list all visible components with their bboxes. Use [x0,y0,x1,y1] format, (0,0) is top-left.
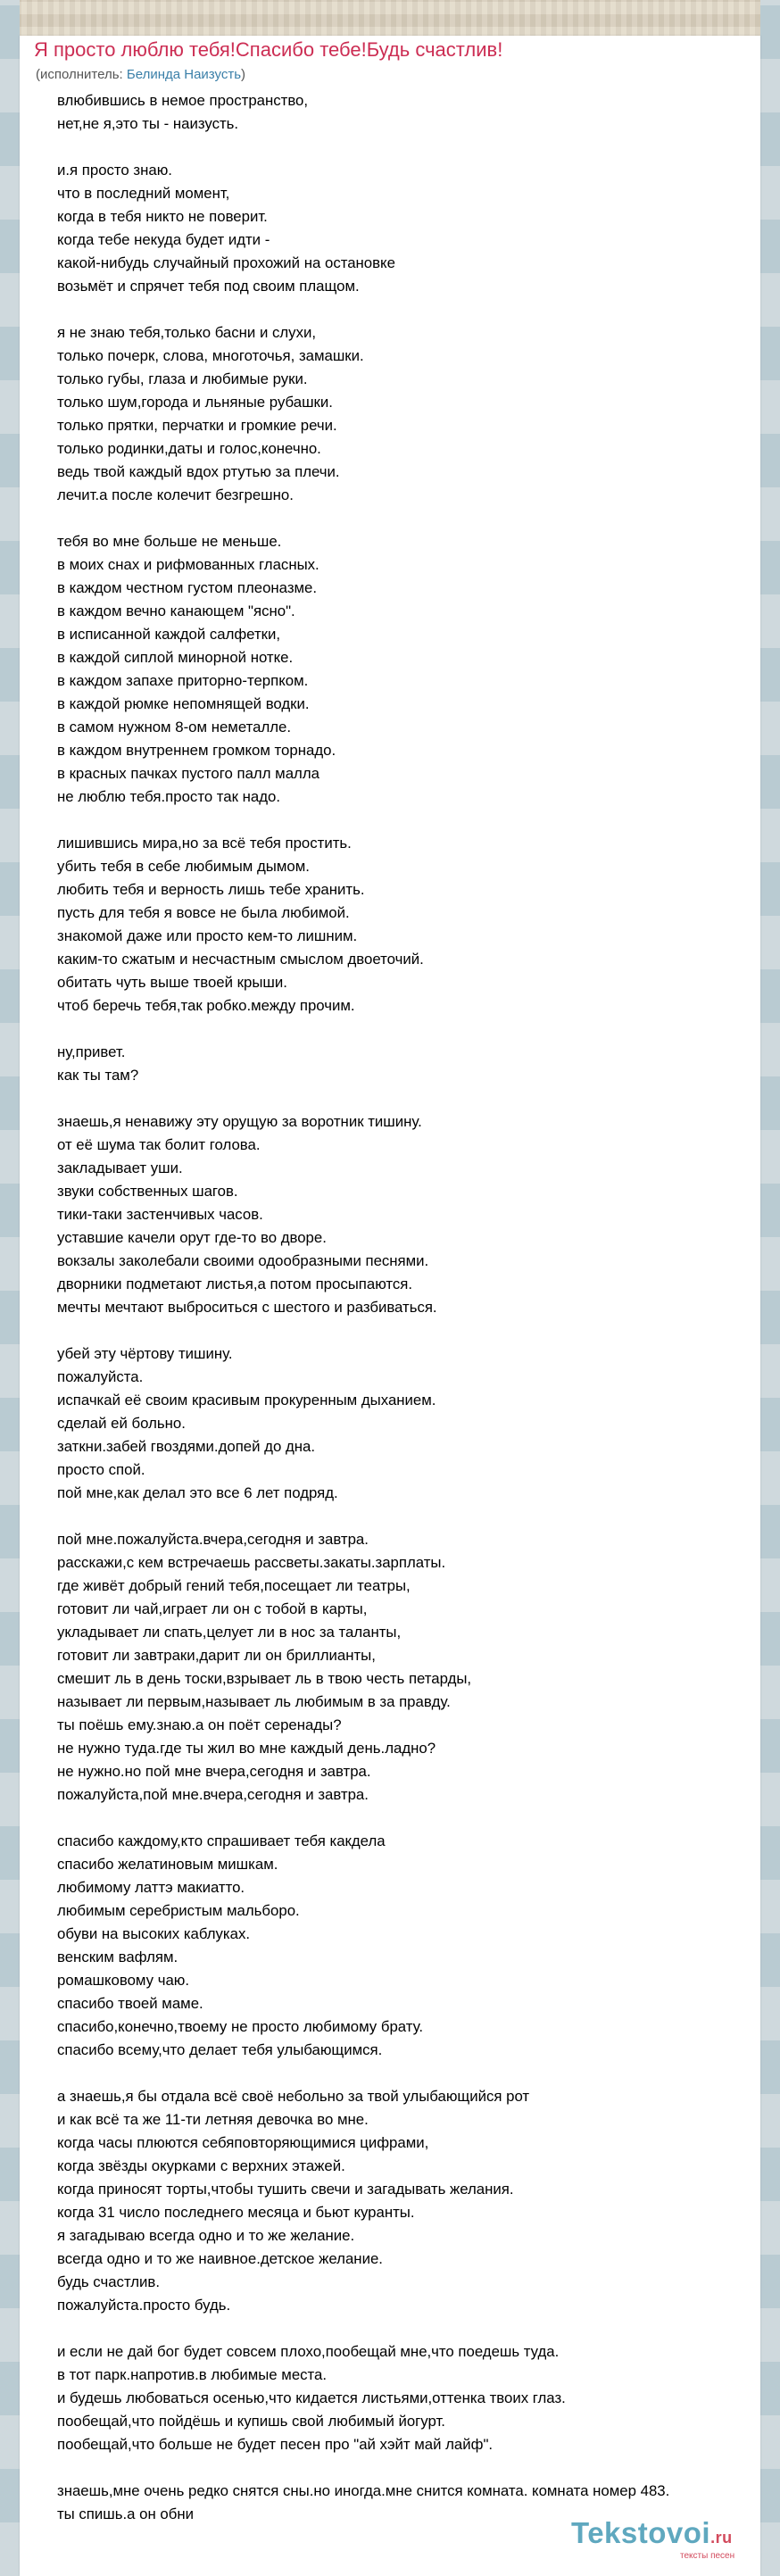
lyrics-line: венским вафлям. [57,1949,178,1965]
lyrics-line: когда звёзды окурками с верхних этажей. [57,2157,345,2174]
lyrics-line: в исписанной каждой салфетки, [57,626,281,643]
lyrics-line: пообещай,что пойдёшь и купишь свой любимый йогурт. [57,2413,445,2430]
lyrics-line: а знаешь,я бы отдала всё своё небольно за твой улыбающийся рот [57,2088,530,2105]
lyrics-line: знаешь,я ненавижу эту орущую за воротник тишину. [57,1113,422,1130]
lyrics-line: лечит.а после колечит безгрешно. [57,486,294,503]
byline [36,66,245,84]
lyrics-line: лишившись мира,но за всё тебя простить. [57,835,352,852]
lyrics-line: чтоб беречь тебя,так робко.между прочим. [57,997,355,1014]
lyrics-line: знакомой даже или просто кем-то лишним. [57,927,358,944]
lyrics-line: и как всё та же 11-ти летняя девочка во мне. [57,2111,369,2128]
lyrics-line: убить тебя в себе любимым дымом. [57,858,310,875]
lyrics-line: не нужно туда.где ты жил во мне каждый день.ладно? [57,1740,436,1757]
site-logo[interactable] [571,2517,733,2554]
lyrics-line: нет,не я,это ты - наизусть. [57,115,239,132]
lyrics-line: и будешь любоваться осенью,что кидается листьями,оттенка твоих глаз. [57,2389,566,2406]
lyrics-line: пожалуйста.просто будь. [57,2297,231,2314]
lyrics-stanza [57,2340,762,2456]
lyrics-line: в каждом внутреннем громком торнадо. [57,742,336,759]
lyrics-body [57,89,762,2549]
lyrics-line: ты поёшь ему.знаю.а он поёт серенады? [57,1716,342,1733]
lyrics-stanza [57,832,762,1018]
lyrics-line: ведь твой каждый вдох ртутью за плечи. [57,463,340,480]
lyrics-line: в тот парк.напротив.в любимые места. [57,2366,328,2383]
lyrics-line: всегда одно и то же наивное.детское желание. [57,2250,383,2267]
lyrics-line: любимым серебристым мальборо. [57,1902,300,1919]
lyrics-line: просто спой. [57,1461,145,1478]
lyrics-line: как ты там? [57,1067,139,1084]
lyrics-line: какой-нибудь случайный прохожий на остановке [57,254,395,271]
lyrics-line: спасибо каждому,кто спрашивает тебя какдела [57,1832,386,1849]
lyrics-line: сделай ей больно. [57,1415,186,1432]
lyrics-line: когда 31 число последнего месяца и бьют куранты. [57,2204,415,2221]
lyrics-line: дворники подметают листья,а потом просыпаются. [57,1276,413,1292]
lyrics-line: заткни.забей гвоздями.допей до дна. [57,1438,316,1455]
lyrics-line: пожалуйста,пой мне.вчера,сегодня и завтра. [57,1786,369,1803]
lyrics-line: укладывает ли спать,целует ли в нос за таланты, [57,1624,402,1641]
lyrics-line: в моих снах и рифмованных гласных. [57,556,319,573]
lyrics-line: возьмёт и спрячет тебя под своим плащом. [57,278,360,295]
lyrics-line: тики-таки застенчивых часов. [57,1206,263,1223]
lyrics-line: готовит ли чай,играет ли он с тобой в карты, [57,1600,368,1617]
lyrics-line: только родинки,даты и голос,конечно. [57,440,321,457]
lyrics-line: расскажи,с кем встречаешь рассветы.закаты.зарплаты. [57,1554,446,1571]
logo-name: Tekstovoi [571,2516,711,2549]
lyrics-line: в каждом запахе приторно-терпком. [57,672,309,689]
lyrics-line: пожалуйста. [57,1368,144,1385]
lyrics-line: мечты мечтают выброситься с шестого и разбиваться. [57,1299,437,1316]
lyrics-line: ты спишь.а он обни [57,2505,194,2522]
lyrics-line: когда приносят торты,чтобы тушить свечи и загадывать желания. [57,2181,514,2198]
lyrics-line: когда тебе некуда будет идти - [57,231,270,248]
lyrics-line: пообещай,что больше не будет песен про "ай хэйт май лайф". [57,2436,494,2453]
logo-tagline: тексты песен [680,2551,735,2561]
lyrics-line: только губы, глаза и любимые руки. [57,370,308,387]
lyrics-line: в красных пачках пустого палл малла [57,765,319,782]
lyrics-line: только почерк, слова, многоточья, замашки. [57,347,364,364]
lyrics-line: обуви на высоких каблуках. [57,1925,251,1942]
lyrics-line: в каждом честном густом плеоназме. [57,579,318,596]
lyrics-line: я загадываю всегда одно и то же желание. [57,2227,355,2244]
lyrics-line: не нужно.но пой мне вчера,сегодня и завтра. [57,1763,371,1780]
lyrics-line: пой мне,как делал это все 6 лет подряд. [57,1484,338,1501]
artist-link[interactable]: Белинда Наизусть [126,67,242,82]
lyrics-line: вокзалы заколебали своими одообразными песнями. [57,1252,429,1269]
lyrics-line: не люблю тебя.просто так надо. [57,788,281,805]
lyrics-line: пусть для тебя я вовсе не была любимой. [57,904,350,921]
lyrics-line: от её шума так болит голова. [57,1136,261,1153]
lyrics-line: убей эту чёртову тишину. [57,1345,233,1362]
lyrics-line: любить тебя и верность лишь тебе хранить. [57,881,365,898]
lyrics-stanza [57,2085,762,2317]
lyrics-stanza [57,159,762,298]
lyrics-line: будь счастлив. [57,2273,161,2290]
lyrics-line: в каждом вечно канающем "ясно". [57,602,295,619]
lyrics-line: закладывает уши. [57,1159,183,1176]
lyrics-line: звуки собственных шагов. [57,1183,238,1200]
lyrics-stanza [57,1830,762,2062]
lyrics-line: влюбившись в немое пространство, [57,92,309,109]
lyrics-stanza [57,89,762,136]
lyrics-line: знаешь,мне очень редко снятся сны.но иногда.мне снится комната. комната номер 483. [57,2482,670,2499]
lyrics-line: тебя во мне больше не меньше. [57,533,282,550]
lyrics-line: только прятки, перчатки и громкие речи. [57,417,337,434]
lyrics-line: испачкай её своим красивым прокуренным дыханием. [57,1392,436,1408]
logo-tld: .ru [710,2529,733,2547]
lyrics-line: спасибо всему,что делает тебя улыбающимся. [57,2041,383,2058]
lyrics-line: когда в тебя никто не поверит. [57,208,268,225]
lyrics-line: я не знаю тебя,только басни и слухи, [57,324,317,341]
lyrics-line: спасибо,конечно,твоему не просто любимому брату. [57,2018,424,2035]
lyrics-line: и если не дай бог будет совсем плохо,пообещай мне,что поедешь туда. [57,2343,560,2360]
lyrics-line: в каждой сиплой минорной нотке. [57,649,294,666]
lyrics-line: спасибо твоей маме. [57,1995,203,2012]
lyrics-line: смешит ль в день тоски,взрывает ль в твою честь петарды, [57,1670,472,1687]
lyrics-line: только шум,города и льняные рубашки. [57,394,333,411]
lyrics-line: ромашковому чаю. [57,1972,190,1989]
song-title: Я просто люблю тебя!Спасибо тебе!Будь счастлив! [34,38,503,61]
lyrics-stanza [57,1110,762,1319]
lyrics-line: каким-то сжатым и несчастным смыслом двоеточий. [57,951,424,968]
lyrics-line: любимому латтэ макиатто. [57,1879,245,1896]
lyrics-line: называет ли первым,называет ль любимым в за правду. [57,1693,451,1710]
lyrics-line: пой мне.пожалуйста.вчера,сегодня и завтра. [57,1531,369,1548]
lyrics-line: что в последний момент, [57,185,230,202]
lyrics-line: обитать чуть выше твоей крыши. [57,974,287,991]
lyrics-stanza [57,1528,762,1807]
background-stripes-left [0,0,20,2576]
lyrics-line: когда часы плюются себяповторяющимися цифрами, [57,2134,429,2151]
lyrics-line: и.я просто знаю. [57,162,172,179]
lyrics-line: готовит ли завтраки,дарит ли он бриллианты, [57,1647,376,1664]
lyrics-stanza [57,530,762,809]
byline-prefix: (исполнитель: [36,67,127,82]
lyrics-line: в каждой рюмке непомнящей водки. [57,695,310,712]
lyrics-stanza [57,321,762,507]
lyrics-line: где живёт добрый гений тебя,посещает ли театры, [57,1577,411,1594]
lyrics-stanza [57,1041,762,1087]
lyrics-line: в самом нужном 8-ом неметалле. [57,719,292,735]
lyrics-line: уставшие качели орут где-то во дворе. [57,1229,327,1246]
lyrics-line: ну,привет. [57,1043,126,1060]
byline-suffix: ) [241,67,246,82]
lyrics-stanza [57,1342,762,1505]
background-stripes-right [760,0,780,2576]
lyrics-line: спасибо желатиновым мишкам. [57,1856,278,1873]
